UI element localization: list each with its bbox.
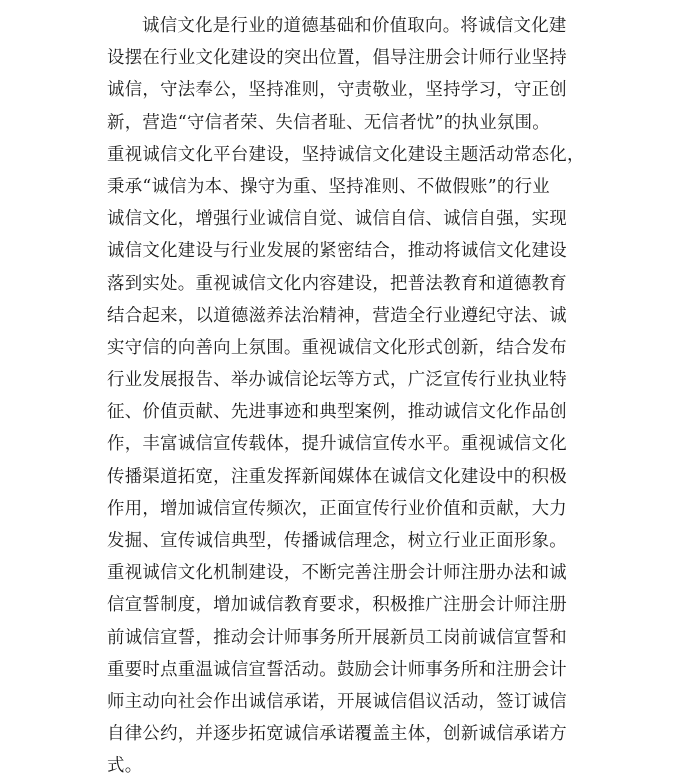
paragraph-line: 作，丰富诚信宣传载体，提升诚信宣传水平。重视诚信文化 [107, 434, 567, 455]
paragraph-line: 实守信的向善向上氛围。重视诚信文化形式创新，结合发布 [107, 337, 567, 358]
paragraph-line: 结合起来，以道德滋养法治精神，营造全行业遵纪守法、诚 [107, 305, 567, 326]
paragraph-line: 重视诚信文化机制建设，不断完善注册会计师注册办法和诚 [107, 563, 567, 584]
paragraph-line: 行业发展报告、举办诚信论坛等方式，广泛宣传行业执业特 [107, 370, 567, 391]
paragraph-line: 秉承“诚信为本、操守为重、坚持准则、不做假账”的行业 [107, 176, 550, 197]
paragraph-line: 师主动向社会作出诚信承诺，开展诚信倡议活动，签订诚信 [107, 691, 567, 712]
paragraph-line: 诚信文化，增强行业诚信自觉、诚信自信、诚信自强，实现 [107, 209, 567, 230]
paragraph-line: 传播渠道拓宽，注重发挥新闻媒体在诚信文化建设中的积极 [107, 466, 567, 487]
paragraph-line: 诚信文化是行业的道德基础和价值取向。将诚信文化建 [142, 16, 567, 36]
paragraph-line: 诚信文化建设与行业发展的紧密结合，推动将诚信文化建设 [107, 241, 567, 262]
paragraph-line: 重视诚信文化平台建设，坚持诚信文化建设主题活动常态化， [107, 144, 585, 165]
paragraph-line: 征、价值贡献、先进事迹和典型案例，推动诚信文化作品创 [107, 402, 567, 423]
paragraph-line: 发掘、宣传诚信典型，传播诚信理念，树立行业正面形象。 [107, 531, 567, 551]
paragraph-line: 信宣誓制度，增加诚信教育要求，积极推广注册会计师注册 [107, 595, 567, 616]
paragraph-line: 重要时点重温诚信宣誓活动。鼓励会计师事务所和注册会计 [107, 659, 567, 680]
paragraph-line: 前诚信宣誓，推动会计师事务所开展新员工岗前诚信宣誓和 [107, 627, 567, 648]
paragraph-line: 自律公约，并逐步拓宽诚信承诺覆盖主体，创新诚信承诺方 [107, 724, 567, 745]
paragraph-line: 诚信，守法奉公，坚持准则，守责敬业，坚持学习，守正创 [107, 80, 567, 101]
paragraph-line: 落到实处。重视诚信文化内容建设，把普法教育和道德教育 [107, 273, 567, 294]
paragraph-line: 新，营造“守信者荣、失信者耻、无信者忧”的执业氛围。 [107, 112, 550, 133]
paragraph-line: 式。 [107, 756, 143, 777]
paragraph-line: 作用，增加诚信宣传频次，正面宣传行业价值和贡献，大力 [107, 498, 567, 519]
paragraph-line: 设摆在行业文化建设的突出位置，倡导注册会计师行业坚持 [107, 48, 567, 69]
paragraph [107, 10, 585, 783]
